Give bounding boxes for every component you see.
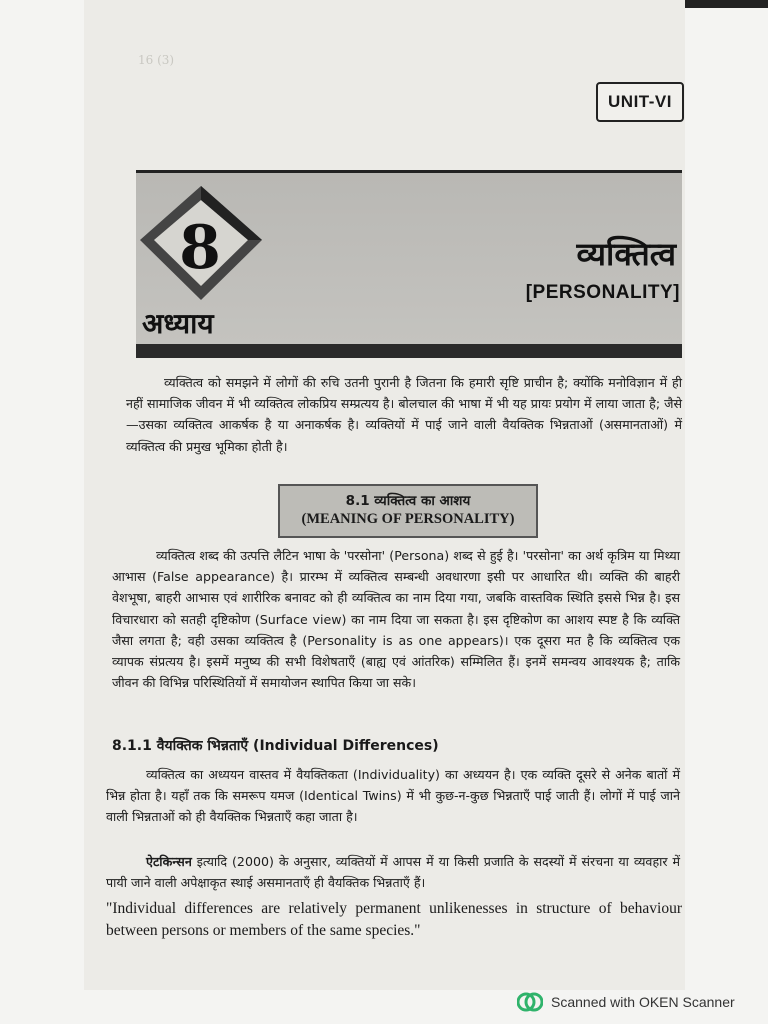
section-heading-hindi: 8.1 व्यक्तित्व का आशय [345, 493, 471, 509]
scanner-logo-icon [517, 992, 543, 1012]
scanner-watermark [517, 990, 735, 1014]
unit-label: UNIT-VI [596, 82, 684, 122]
subsection-heading: 8.1.1 वैयक्तिक भिन्नताएँ (Individual Differences) [112, 738, 439, 754]
intro-paragraph: व्यक्तित्व को समझने में लोगों की रुचि उतनी पुरानी है जितना कि हमारी सृष्टि प्राचीन है; क्योंकि मनोविज्ञान में ही नहीं सामाजिक जीवन में भी व्यक्तित्व लोकप्रिय सम्प्रत्यय है। बोलचाल की भाषा में भी यह प्रायः प्रयोग में लाया जाता है; जैसे—उसका व्यक्तित्व आकर्षक है या अनाकर्षक है। व्यक्तियों में पाई जाने वाली वैयक्तिक भिन्नताओं (असमानताओं) में व्यक्तित्व की प्रमुख भूमिका होती है। [126, 375, 682, 454]
atkinson-text: इत्यादि (2000) के अनुसार, व्यक्तियों में आपस में या किसी प्रजाति के सदस्यों में संरचना या व्यवहार में पायी जाने वाली अपेक्षाकृत स्थाई असमानताएँ ही वैयक्तिक भिन्नताएँ हैं। [106, 854, 680, 891]
meaning-paragraph: व्यक्तित्व शब्द की उत्पत्ति लैटिन भाषा के 'परसोना' (Persona) शब्द से हुई है। 'परसोना' का अर्थ कृत्रिम या मिथ्या आभास (False appearance) है। प्रारम्भ में व्यक्तित्व सम्बन्धी अवधारणा इसी पर आधारित थी। व्यक्ति की बाहरी वेशभूषा, बाहरी आभास एवं शारीरिक बनावट को ही व्यक्तित्व का नाम दिया गया, जबकि वास्तविक स्थिति इससे भिन्न है। इस विचारधारा को सतही दृष्टिकोण (Surface view) का नाम दिया जा सकता है। इस दृष्टिकोण का आशय स्पष्ट है कि व्यक्ति जैसा लगता है; वही उसका व्यक्तित्व है (Personality is as one appears)। एक दूसरा मत है कि व्यक्तित्व एक व्यापक संप्रत्यय है। इसमें मनुष्य की सभी विशेषताएँ (बाह्य एवं आंतरिक) सम्मिलित हैं। इनमें समन्वय आवश्यक है; ताकि जीवन की विभिन्न परिस्थितियों में समायोजन स्थापित किया जा सके। [112, 548, 680, 691]
chapter-title-hindi: व्यक्तित्व [576, 235, 676, 273]
chapter-title-english: [PERSONALITY] [525, 282, 680, 303]
atkinson-paragraph [106, 851, 680, 893]
individual-differences-paragraph: व्यक्तित्व का अध्ययन वास्तव में वैयक्तिकता (Individuality) का अध्ययन है। एक व्यक्ति दूसरे से अनेक बातों में भिन्न होता है। यहाँ तक कि समरूप यमज (Identical Twins) में भी कुछ-न-कुछ भिन्नताएँ पाई जाती हैं। लोगों में पाई जाने वाली भिन्नताओं को ही वैयक्तिक भिन्नताएँ कहा जाता है। [106, 767, 680, 825]
definition-quote: "Individual differences are relatively permanent unlikenesses in structure of behaviour between persons or members of the same species." [106, 900, 682, 939]
section-heading-box [278, 484, 538, 538]
edge-shadow [685, 0, 768, 8]
section-heading-english: (MEANING OF PERSONALITY) [301, 511, 515, 527]
author-name: ऐटकिन्सन [146, 854, 192, 869]
scanner-text: Scanned with OKEN Scanner [551, 994, 735, 1010]
chapter-number: 8 [179, 213, 221, 283]
faint-bleed-text: 16 (3) [138, 53, 175, 67]
chapter-word: अध्याय [142, 307, 214, 340]
